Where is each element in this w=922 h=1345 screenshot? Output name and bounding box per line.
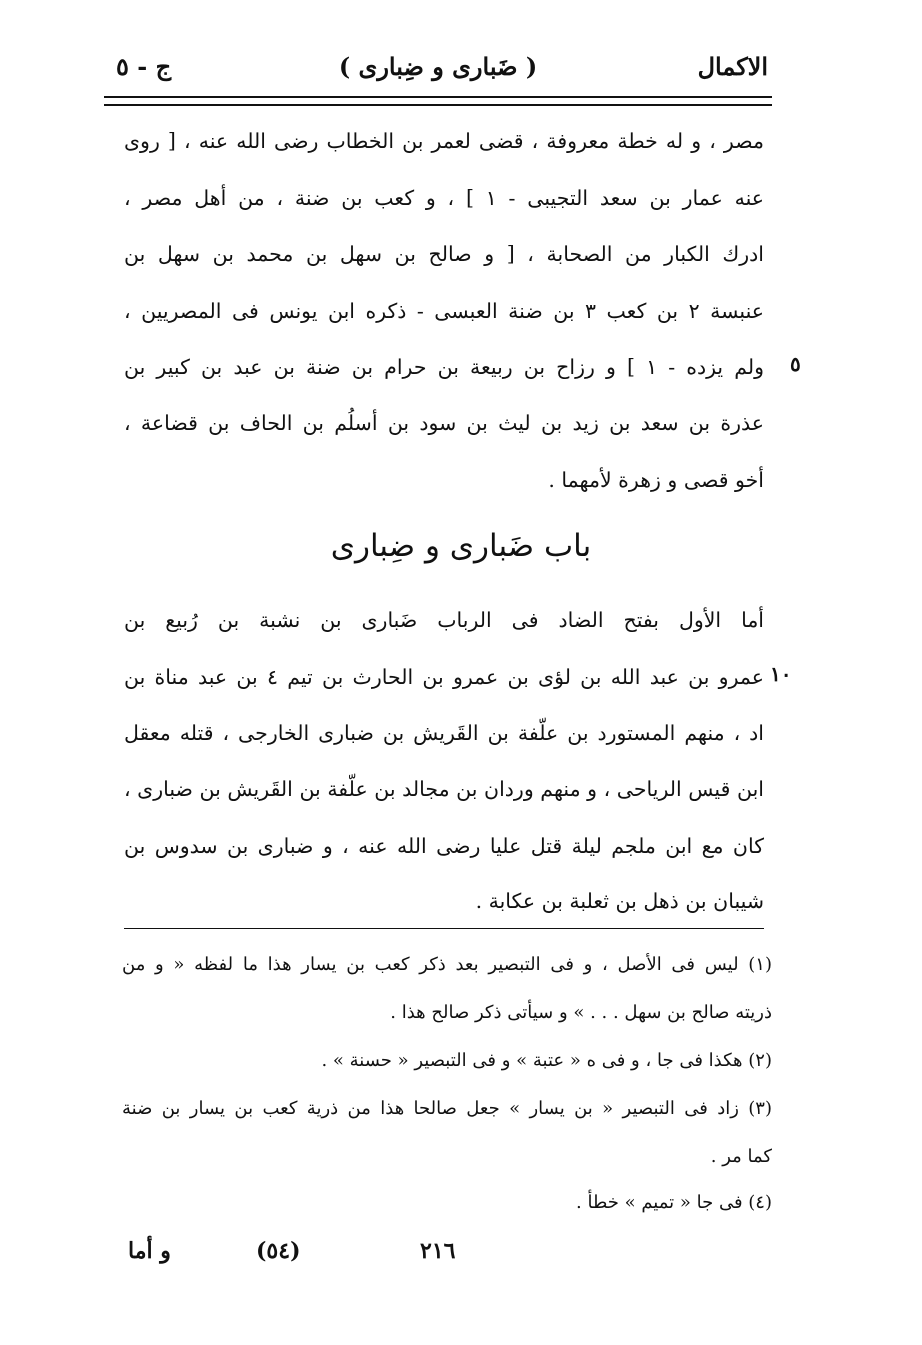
running-header <box>108 52 768 92</box>
body-line: ولم يزده - ١ ] و رزاح بن ربيعة بن حرام بن ضنة بن عبد بن كبير بن <box>124 355 765 379</box>
body-line: عمرو بن عبد الله بن لؤى بن عمرو بن الحارث بن تيم ٤ بن عبد مناة بن <box>124 665 764 689</box>
body-line: كان مع ابن ملجم ليلة قتل عليا رضى الله عنه ، و ضبارى بن سدوس بن <box>124 834 764 858</box>
body-line: مصر ، و له خطة معروفة ، قضى لعمر بن الخطاب رضى الله عنه ، [ روى <box>124 129 764 153</box>
header-rule-top <box>104 96 772 98</box>
body-line: شيبان بن ذهل بن ثعلبة بن عكابة . <box>475 889 764 913</box>
header-rule-bottom <box>104 104 772 106</box>
body-line: ادرك الكبار من الصحابة ، [ و صالح بن سهل بن محمد بن سهل بن <box>124 242 764 266</box>
body-line: أخو قصى و زهرة لأمهما . <box>548 468 764 492</box>
signature-mark: (٥٤) <box>256 1238 301 1264</box>
line-number-5: ٥ <box>790 352 801 376</box>
body-line: أما الأول بفتح الضاد فى الرباب ضَبارى بن نشبة بن رُبيع بن <box>124 608 764 632</box>
footnote-line: كما مر . <box>710 1146 772 1167</box>
catchword: و أما <box>128 1238 171 1264</box>
section-title: باب ضَبارى و ضِبارى <box>330 528 592 564</box>
footnote-line: ذريته صالح بن سهل . . . » و سيأتى ذكر صالح هذا . <box>390 1002 772 1023</box>
page-number: ٢١٦ <box>420 1238 456 1264</box>
body-line: عنه عمار بن سعد التجيبى - ١ ] ، و كعب بن ضنة ، من أهل مصر ، <box>124 186 764 210</box>
body-line: اد ، منهم المستورد بن علّفة بن القَريش بن ضبارى الخارجى ، قتله معقل <box>124 721 764 745</box>
footnote-line: (٢) هكذا فى جا ، و فى ه « عتبة » و فى التبصير « حسنة » . <box>321 1050 772 1071</box>
book-title: الاكمال <box>697 52 768 81</box>
footnote-line: (٣) زاد فى التبصير « بن يسار » جعل صالحا هذا من ذرية كعب بن يسار بن ضنة <box>122 1098 772 1119</box>
body-line: عذرة بن سعد بن زيد بن ليث بن سود بن أسلُم بن الحاف بن قضاعة ، <box>124 411 764 435</box>
footnote-line: (٤) فى جا « تميم » خطأ . <box>576 1192 772 1213</box>
footnote-line: (١) ليس فى الأصل ، و فى التبصير بعد ذكر كعب بن يسار هذا ما لفظه « و من <box>122 954 772 975</box>
line-number-10: ١٠ <box>770 662 792 686</box>
chapter-title: ( ضَبارى و ضِبارى ) <box>338 52 538 81</box>
body-line: ابن قيس الرياحى ، و منهم وردان بن مجالد بن علّفة بن القَريش بن ضبارى ، <box>124 777 764 801</box>
volume-label: ج - ٥ <box>116 52 172 81</box>
body-line: عنبسة ٢ بن كعب ٣ بن ضنة العبسى - ذكره ابن يونس فى المصريين ، <box>124 299 765 323</box>
footnote-separator <box>124 928 764 929</box>
